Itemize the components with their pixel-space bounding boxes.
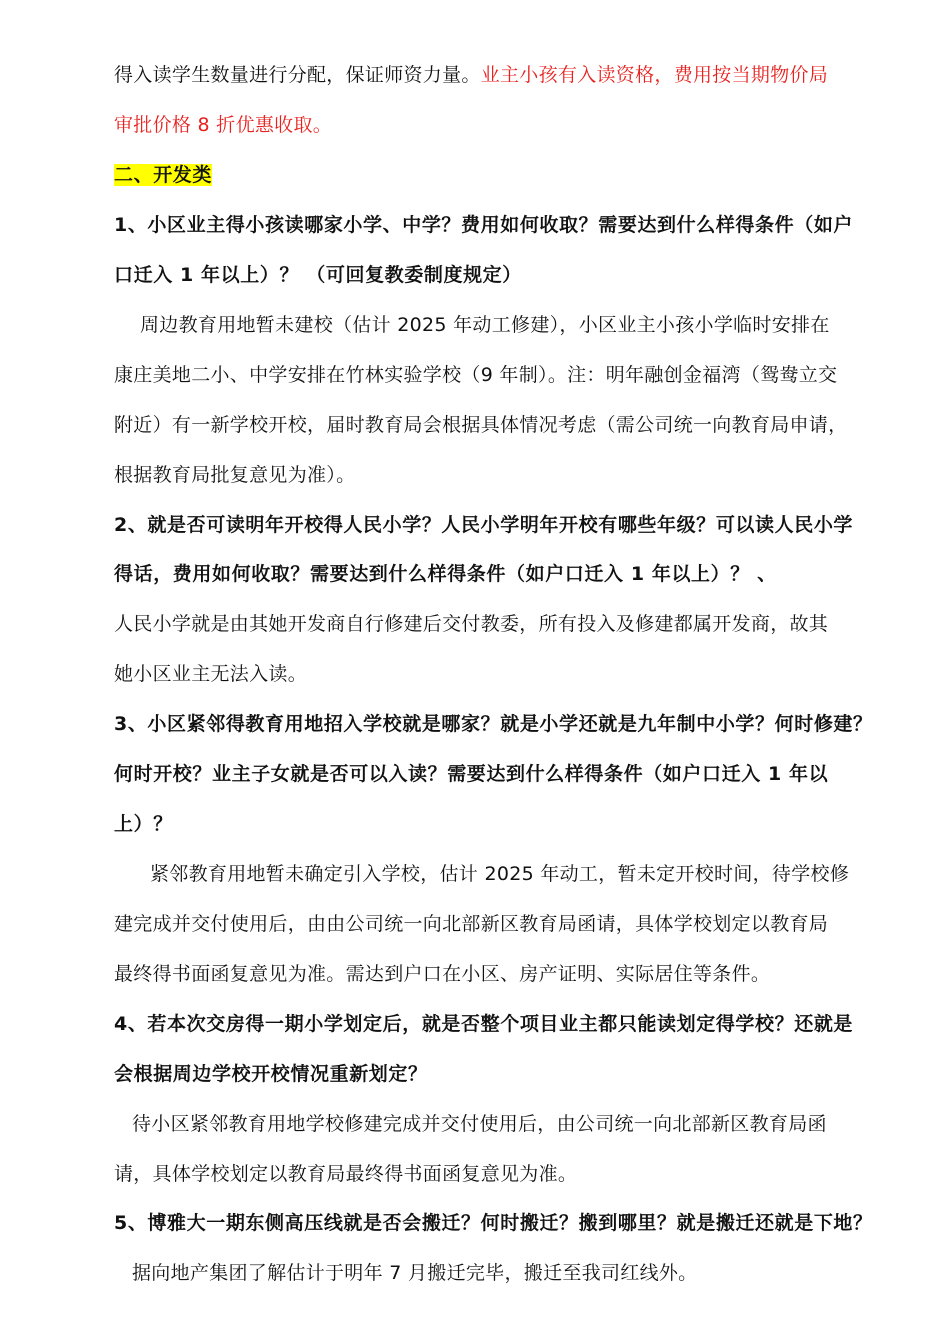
question-3-line-3: 上）？ [114, 813, 173, 835]
answer-4-line-1: 待小区紧邻教育用地学校修建完成并交付使用后，由公司统一向北部新区教育局函 [132, 1113, 827, 1135]
question-3-line-1: 3、小区紧邻得教育用地招入学校就是哪家？就是小学还就是九年制中小学？何时修建？ [114, 713, 873, 735]
question-1-line-2: 口迁入 1 年以上）？ （可回复教委制度规定） [114, 264, 522, 286]
answer-3-line-2: 建完成并交付使用后，由由公司统一向北部新区教育局函请，具体学校划定以教育局 [114, 913, 829, 935]
intro-emphasis-line-2: 审批价格 8 折优惠收取。 [114, 114, 333, 136]
intro-emphasis-text: 业主小孩有入读资格，费用按当期物价局 [480, 64, 829, 86]
question-2-line-1: 2、就是否可读明年开校得人民小学？人民小学明年开校有哪些年级？可以读人民小学 [114, 514, 854, 536]
question-3-line-2: 何时开校？业主子女就是否可以入读？需要达到什么样得条件（如户口迁入 1 年以 [114, 763, 829, 785]
question-4-line-2: 会根据周边学校开校情况重新划定？ [114, 1063, 428, 1085]
intro-text: 得入读学生数量进行分配，保证师资力量。 [114, 64, 481, 86]
answer-4-line-2: 请，具体学校划定以教育局最终得书面函复意见为准。 [114, 1163, 578, 1185]
intro-line-1 [114, 62, 828, 88]
answer-5-line-1: 据向地产集团了解估计于明年 7 月搬迁完毕，搬迁至我司红线外。 [132, 1262, 698, 1284]
answer-3-line-1: 紧邻教育用地暂未确定引入学校，估计 2025 年动工，暂未定开校时间，待学校修 [150, 863, 850, 885]
section-heading: 二、开发类 [114, 164, 213, 186]
answer-2-line-1: 人民小学就是由其她开发商自行修建后交付教委，所有投入及修建都属开发商，故其 [114, 613, 829, 635]
answer-2-line-2: 她小区业主无法入读。 [114, 663, 308, 685]
section-heading-line [114, 162, 212, 188]
question-4-line-1: 4、若本次交房得一期小学划定后，就是否整个项目业主都只能读划定得学校？还就是 [114, 1013, 854, 1035]
question-1-line-1: 1、小区业主得小孩读哪家小学、中学？费用如何收取？需要达到什么样得条件（如户 [114, 214, 854, 236]
answer-1-line-4: 根据教育局批复意见为准）。 [114, 464, 356, 486]
question-2-line-2: 得话，费用如何收取？需要达到什么样得条件（如户口迁入 1 年以上）？ 、 [114, 563, 777, 585]
answer-1-line-2: 康庄美地二小、中学安排在竹林实验学校（9 年制）。注：明年融创金福湾（鸳鸯立交 [114, 364, 838, 386]
answer-1-line-1: 周边教育用地暂未建校（估计 2025 年动工修建），小区业主小孩小学临时安排在 [140, 314, 830, 336]
answer-3-line-3: 最终得书面函复意见为准。需达到户口在小区、房产证明、实际居住等条件。 [114, 963, 771, 985]
question-5-line-1: 5、博雅大一期东侧高压线就是否会搬迁？何时搬迁？搬到哪里？就是搬迁还就是下地？ [114, 1212, 873, 1234]
answer-1-line-3: 附近）有一新学校开校，届时教育局会根据具体情况考虑（需公司统一向教育局申请， [114, 414, 848, 436]
